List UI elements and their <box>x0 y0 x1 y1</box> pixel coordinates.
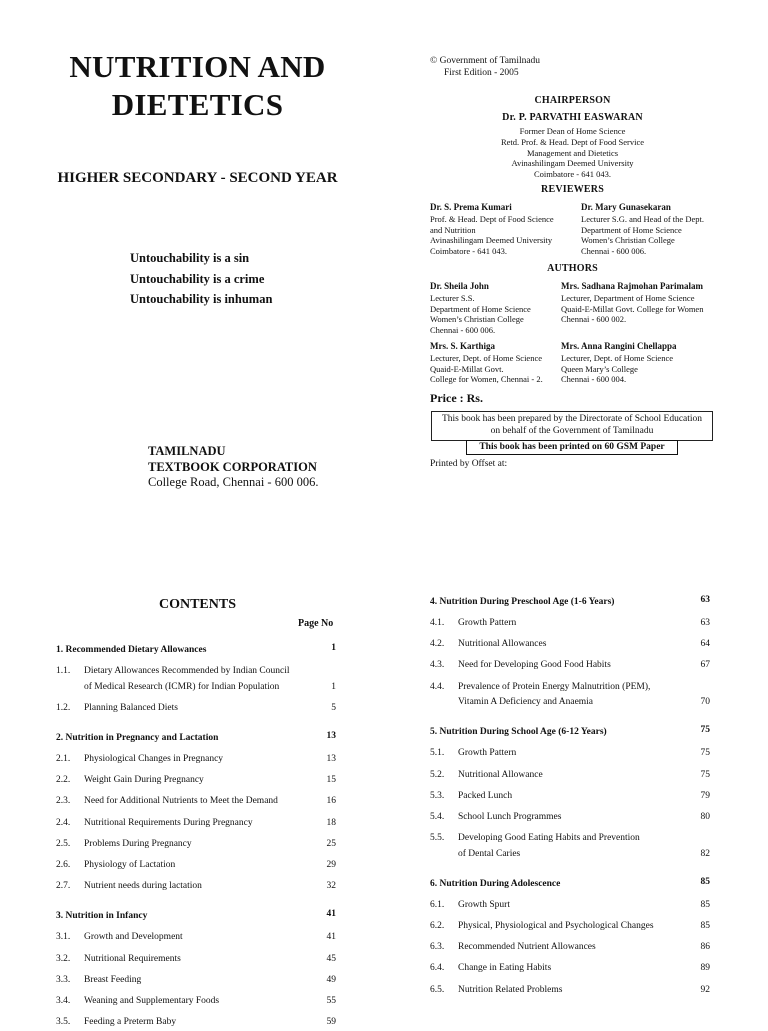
toc-section-number: 5.3. <box>430 790 445 801</box>
chairperson-name: Dr. P. PARVATHI EASWARAN <box>502 112 643 123</box>
book-title-line1: NUTRITION AND <box>69 49 326 84</box>
publisher-address: College Road, Chennai - 600 006. <box>148 475 319 489</box>
toc-page-number: 92 <box>700 984 710 995</box>
toc-section-number: 6.1. <box>430 899 445 910</box>
toc-section-title: Need for Additional Nutrients to Meet the Demand <box>84 796 278 807</box>
toc-page-number: 80 <box>700 811 710 822</box>
toc-section-title: Nutritional Requirements During Pregnancy <box>84 817 253 828</box>
author-detail: Lecturer, Dept. of Home Science <box>430 352 542 363</box>
toc-section-number: 4.1. <box>430 618 445 628</box>
toc-section-title: Growth Pattern <box>458 748 517 759</box>
toc-page-number: 16 <box>326 796 336 807</box>
toc-section-number: 3.5. <box>56 1017 71 1028</box>
toc-page-number: 86 <box>700 942 710 953</box>
toc-page-number: 25 <box>326 838 336 849</box>
toc-chapter-title: 3. Nutrition in Infancy <box>56 911 148 922</box>
toc-page-number: 63 <box>700 618 710 628</box>
toc-section-number: 6.3. <box>430 942 445 953</box>
toc-section-number: 6.2. <box>430 921 445 931</box>
toc-section-title: Vitamin A Deficiency and Anaemia <box>458 697 594 708</box>
toc-section-title: Recommended Nutrient Allowances <box>458 942 596 953</box>
toc-page-number: 75 <box>700 748 710 759</box>
reviewer-detail: Department of Home Science <box>581 224 682 235</box>
author-detail: College for Women, Chennai - 2. <box>430 374 543 385</box>
reviewer-name: Dr. Mary Gunasekaran <box>581 202 671 212</box>
book-title-line2: DIETETICS <box>111 87 284 122</box>
author-detail: Quaid-E-Millat Govt. College for Women <box>561 303 704 314</box>
toc-section-title: Planning Balanced Diets <box>84 702 178 713</box>
reviewer-name: Dr. S. Prema Kumari <box>430 202 512 212</box>
toc-section-title: Nutritional Allowance <box>458 769 543 780</box>
author-name: Mrs. Sadhana Rajmohan Parimalam <box>561 281 704 291</box>
toc-section-title: Nutrition Related Problems <box>458 984 563 995</box>
toc-section-number: 5.5. <box>430 833 445 844</box>
reviewer-detail: Women’s Christian College <box>581 235 675 246</box>
paper-notice: This book has been printed on 60 GSM Paper <box>466 440 678 455</box>
toc-section-number: 5.1. <box>430 748 445 759</box>
author-detail: Queen Mary’s College <box>561 363 638 374</box>
toc-page-number: 75 <box>700 725 710 736</box>
toc-section-title: Growth Spurt <box>458 899 510 910</box>
toc-chapter-title: 1. Recommended Dietary Allowances <box>56 645 207 655</box>
toc-section-number: 4.3. <box>430 660 445 671</box>
author-detail: Chennai - 600 006. <box>430 325 496 336</box>
toc-section-number: 6.5. <box>430 984 445 995</box>
toc-page-number: 29 <box>326 859 336 870</box>
notice-line: on behalf of the Government of Tamilnadu <box>490 425 654 436</box>
toc-page-number: 67 <box>700 660 710 671</box>
toc-section-title: Physiology of Lactation <box>84 859 176 870</box>
printed-by: Printed by Offset at: <box>430 459 508 469</box>
toc-left-column <box>56 0 336 1028</box>
toc-section-title: Nutritional Allowances <box>458 639 547 650</box>
toc-section-number: 1.2. <box>56 702 71 713</box>
toc-section-number: 6.4. <box>430 963 445 974</box>
chairperson-detail-line: Management and Dietetics <box>526 147 619 158</box>
book-subtitle: HIGHER SECONDARY - SECOND YEAR <box>57 170 338 186</box>
toc-section-title: Developing Good Eating Habits and Prevention <box>458 833 640 844</box>
toc-right-column <box>430 0 710 1024</box>
toc-page-number: 63 <box>700 595 710 605</box>
toc-section-title: of Dental Caries <box>458 848 521 859</box>
toc-page-number: 18 <box>326 817 336 828</box>
toc-section-number: 2.1. <box>56 753 71 764</box>
toc-page-number: 1 <box>331 643 336 653</box>
toc-section-title: Prevalence of Protein Energy Malnutrition (PEM), <box>458 681 651 692</box>
author-detail: Chennai - 600 004. <box>561 374 627 385</box>
toc-section-number: 2.7. <box>56 881 71 892</box>
toc-section-number: 1.1. <box>56 666 71 676</box>
toc-section-title: Feeding a Preterm Baby <box>84 1017 177 1028</box>
toc-section-number: 2.4. <box>56 817 71 828</box>
toc-section-title: Problems During Pregnancy <box>84 838 192 849</box>
author-detail: Lecturer, Department of Home Science <box>561 292 695 303</box>
toc-chapter-title: 5. Nutrition During School Age (6-12 Years) <box>430 727 607 738</box>
publisher-line1: TAMILNADU <box>148 444 226 458</box>
authors-heading: AUTHORS <box>547 263 598 274</box>
reviewer-detail: Avinashilingam Deemed University <box>430 235 553 246</box>
toc-section-number: 4.2. <box>430 639 445 650</box>
toc-section-title: Physiological Changes in Pregnancy <box>84 753 224 764</box>
toc-chapter-title: 2. Nutrition in Pregnancy and Lactation <box>56 732 219 743</box>
toc-page-number: 85 <box>700 899 710 910</box>
reviewer-detail: and Nutrition <box>430 224 476 235</box>
chairperson-heading: CHAIRPERSON <box>534 95 611 106</box>
toc-section-number: 2.6. <box>56 859 71 870</box>
toc-section-number: 2.5. <box>56 838 71 849</box>
contents-heading: CONTENTS <box>158 597 237 612</box>
author-detail: Chennai - 600 002. <box>561 314 627 325</box>
chairperson-detail-line: Coimbatore - 641 043. <box>534 169 611 180</box>
notice-line: This book has been prepared by the Directorate of School Education <box>441 414 703 424</box>
copyright-text: © Government of Tamilnadu <box>430 56 541 66</box>
reviewer-detail: Coimbatore - 641 043. <box>430 246 507 257</box>
chairperson-detail-line: Former Dean of Home Science <box>519 126 626 136</box>
slogan: Untouchability is inhuman <box>130 292 273 306</box>
toc-page-number: 13 <box>326 753 336 764</box>
toc-section-title: Need for Developing Good Food Habits <box>458 660 611 671</box>
toc-page-number: 55 <box>326 995 336 1006</box>
toc-page-number: 85 <box>700 921 710 931</box>
toc-section-title: Packed Lunch <box>458 790 513 801</box>
toc-page-number: 82 <box>700 848 710 859</box>
author-detail: Lecturer, Dept. of Home Science <box>561 352 673 363</box>
toc-page-number: 89 <box>700 963 710 974</box>
toc-section-number: 3.1. <box>56 932 71 943</box>
author-name: Mrs. S. Karthiga <box>430 341 495 351</box>
toc-section-title: Weaning and Supplementary Foods <box>84 995 220 1006</box>
reviewers-heading: REVIEWERS <box>541 184 604 195</box>
price-label: Price : Rs. <box>430 391 483 405</box>
toc-page-number: 45 <box>326 953 336 964</box>
toc-section-title: Nutritional Requirements <box>84 953 181 964</box>
toc-page-number: 75 <box>700 769 710 780</box>
toc-page-number: 15 <box>326 775 336 786</box>
toc-section-title: School Lunch Programmes <box>458 811 562 822</box>
toc-section-number: 3.2. <box>56 953 71 964</box>
slogan: Untouchability is a sin <box>130 251 250 265</box>
slogan: Untouchability is a crime <box>130 271 265 286</box>
toc-page-number: 70 <box>700 697 710 708</box>
author-name: Dr. Sheila John <box>430 281 489 291</box>
chairperson-detail-line: Avinashilingam Deemed University <box>511 158 634 169</box>
author-detail: Quaid-E-Millat Govt. <box>430 363 504 374</box>
reviewer-detail: Lecturer S.G. and Head of the Dept. <box>581 213 704 224</box>
author-detail: Women’s Christian College <box>430 314 524 325</box>
reviewer-detail: Chennai - 600 006. <box>581 246 647 257</box>
author-detail: Lecturer S.S. <box>430 292 475 303</box>
toc-chapter-title: 4. Nutrition During Preschool Age (1-6 Years) <box>430 597 615 607</box>
toc-section-title: Weight Gain During Pregnancy <box>84 775 204 786</box>
toc-page-number: 64 <box>700 639 710 650</box>
toc-page-number: 41 <box>326 932 336 943</box>
toc-page-number: 32 <box>326 881 336 892</box>
toc-page-number: 41 <box>326 909 336 920</box>
toc-section-title: Change in Eating Habits <box>458 963 552 974</box>
toc-section-title: Breast Feeding <box>84 974 142 985</box>
toc-page-number: 59 <box>326 1017 336 1028</box>
toc-section-title: Growth Pattern <box>458 618 517 628</box>
toc-section-title: Dietary Allowances Recommended by Indian Council <box>84 666 290 676</box>
toc-section-number: 5.4. <box>430 811 445 822</box>
author-detail: Department of Home Science <box>430 303 531 314</box>
toc-page-number: 1 <box>331 681 336 692</box>
toc-section-title: Physical, Physiological and Psychological Changes <box>458 921 654 931</box>
toc-section-title: Nutrient needs during lactation <box>84 881 202 892</box>
toc-section-number: 3.3. <box>56 974 71 985</box>
toc-page-number: 85 <box>700 876 710 887</box>
page-no-label: Page No <box>298 618 334 629</box>
toc-page-number: 79 <box>700 790 710 801</box>
toc-section-number: 2.3. <box>56 796 71 807</box>
toc-page-number: 5 <box>331 702 336 713</box>
toc-section-number: 5.2. <box>430 769 445 780</box>
toc-section-number: 4.4. <box>430 681 445 692</box>
author-name: Mrs. Anna Rangini Chellappa <box>561 341 677 351</box>
reviewer-detail: Prof. & Head. Dept of Food Science <box>430 213 554 224</box>
publisher-line2: TEXTBOOK CORPORATION <box>148 459 317 474</box>
toc-section-title: of Medical Research (ICMR) for Indian Population <box>84 681 280 692</box>
toc-page-number: 49 <box>326 974 336 985</box>
chairperson-detail-line: Retd. Prof. & Head. Dept of Food Service <box>500 136 645 147</box>
edition-text: First Edition - 2005 <box>444 68 519 78</box>
toc-chapter-title: 6. Nutrition During Adolescence <box>430 878 561 889</box>
toc-section-number: 3.4. <box>56 995 71 1006</box>
toc-page-number: 13 <box>326 730 336 741</box>
toc-section-number: 2.2. <box>56 775 71 786</box>
toc-section-title: Growth and Development <box>84 932 183 943</box>
